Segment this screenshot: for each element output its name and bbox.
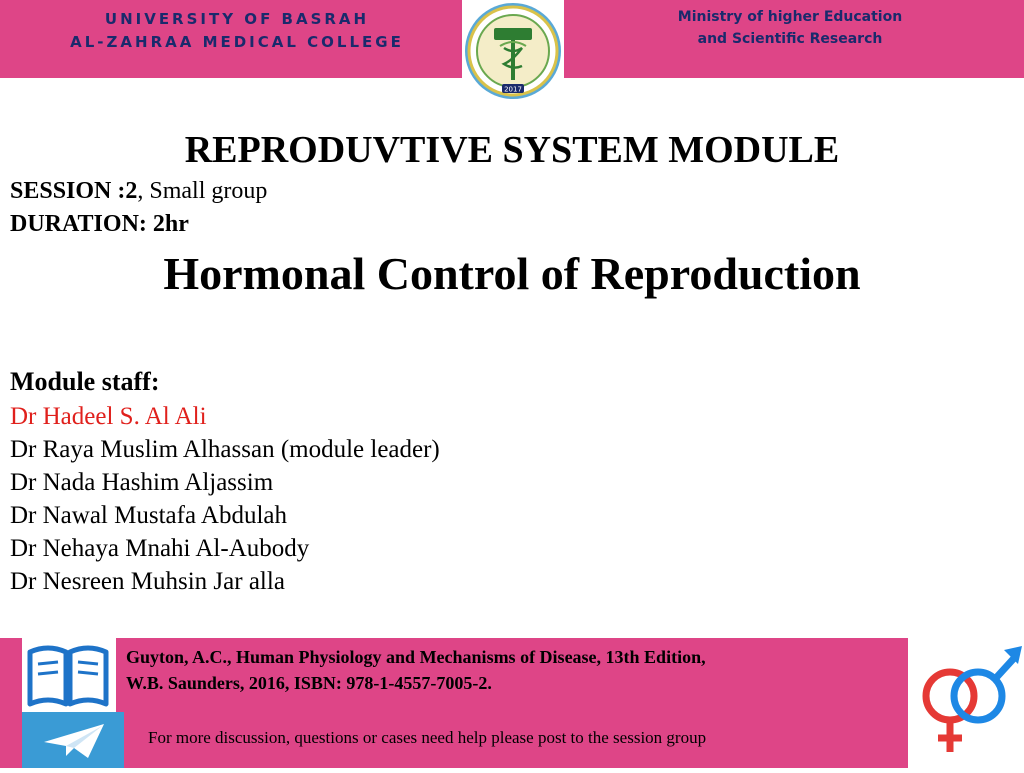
college-logo-icon [462, 0, 564, 102]
ministry-line1: Ministry of higher Education [677, 9, 903, 25]
university-line1: UNIVERSITY OF BASRAH [104, 10, 370, 28]
gender-symbols-icon [908, 638, 1024, 768]
ministry-name [640, 6, 940, 50]
reference-line2: W.B. Saunders, 2016, ISBN: 978-1-4557-7005-2. [126, 673, 492, 693]
session-label: SESSION :2 [10, 178, 138, 204]
staff-heading: Module staff: [10, 367, 160, 396]
logo-year: 2017 [504, 85, 522, 94]
reference-block [126, 644, 886, 696]
ministry-line2: and Scientific Research [697, 31, 883, 47]
open-book-icon [22, 638, 114, 712]
module-title: REPRODUVTIVE SYSTEM MODULE [184, 129, 840, 171]
staff-member: Dr Nawal Mustafa Abdulah [10, 502, 288, 529]
staff-list [10, 400, 440, 598]
duration: DURATION: 2hr [10, 211, 189, 237]
lecture-title: Hormonal Control of Reproduction [163, 248, 861, 299]
staff-member: Dr Nesreen Muhsin Jar alla [10, 568, 285, 595]
university-line2: AL-ZAHRAA MEDICAL COLLEGE [70, 33, 404, 51]
reference-line1: Guyton, A.C., Human Physiology and Mechanisms of Disease, 13th Edition, [126, 647, 706, 667]
staff-member: Dr Hadeel S. Al Ali [10, 403, 207, 430]
session-info [10, 178, 267, 205]
help-text: For more discussion, questions or cases need help please post to the session group [148, 728, 707, 747]
staff-member: Dr Nada Hashim Aljassim [10, 469, 274, 496]
footer-divider [114, 638, 116, 712]
staff-member: Dr Nehaya Mnahi Al-Aubody [10, 535, 310, 562]
staff-member: Dr Raya Muslim Alhassan (module leader) [10, 436, 440, 463]
university-name [52, 8, 422, 54]
paper-plane-icon[interactable] [22, 712, 124, 768]
session-type: , Small group [137, 178, 268, 204]
